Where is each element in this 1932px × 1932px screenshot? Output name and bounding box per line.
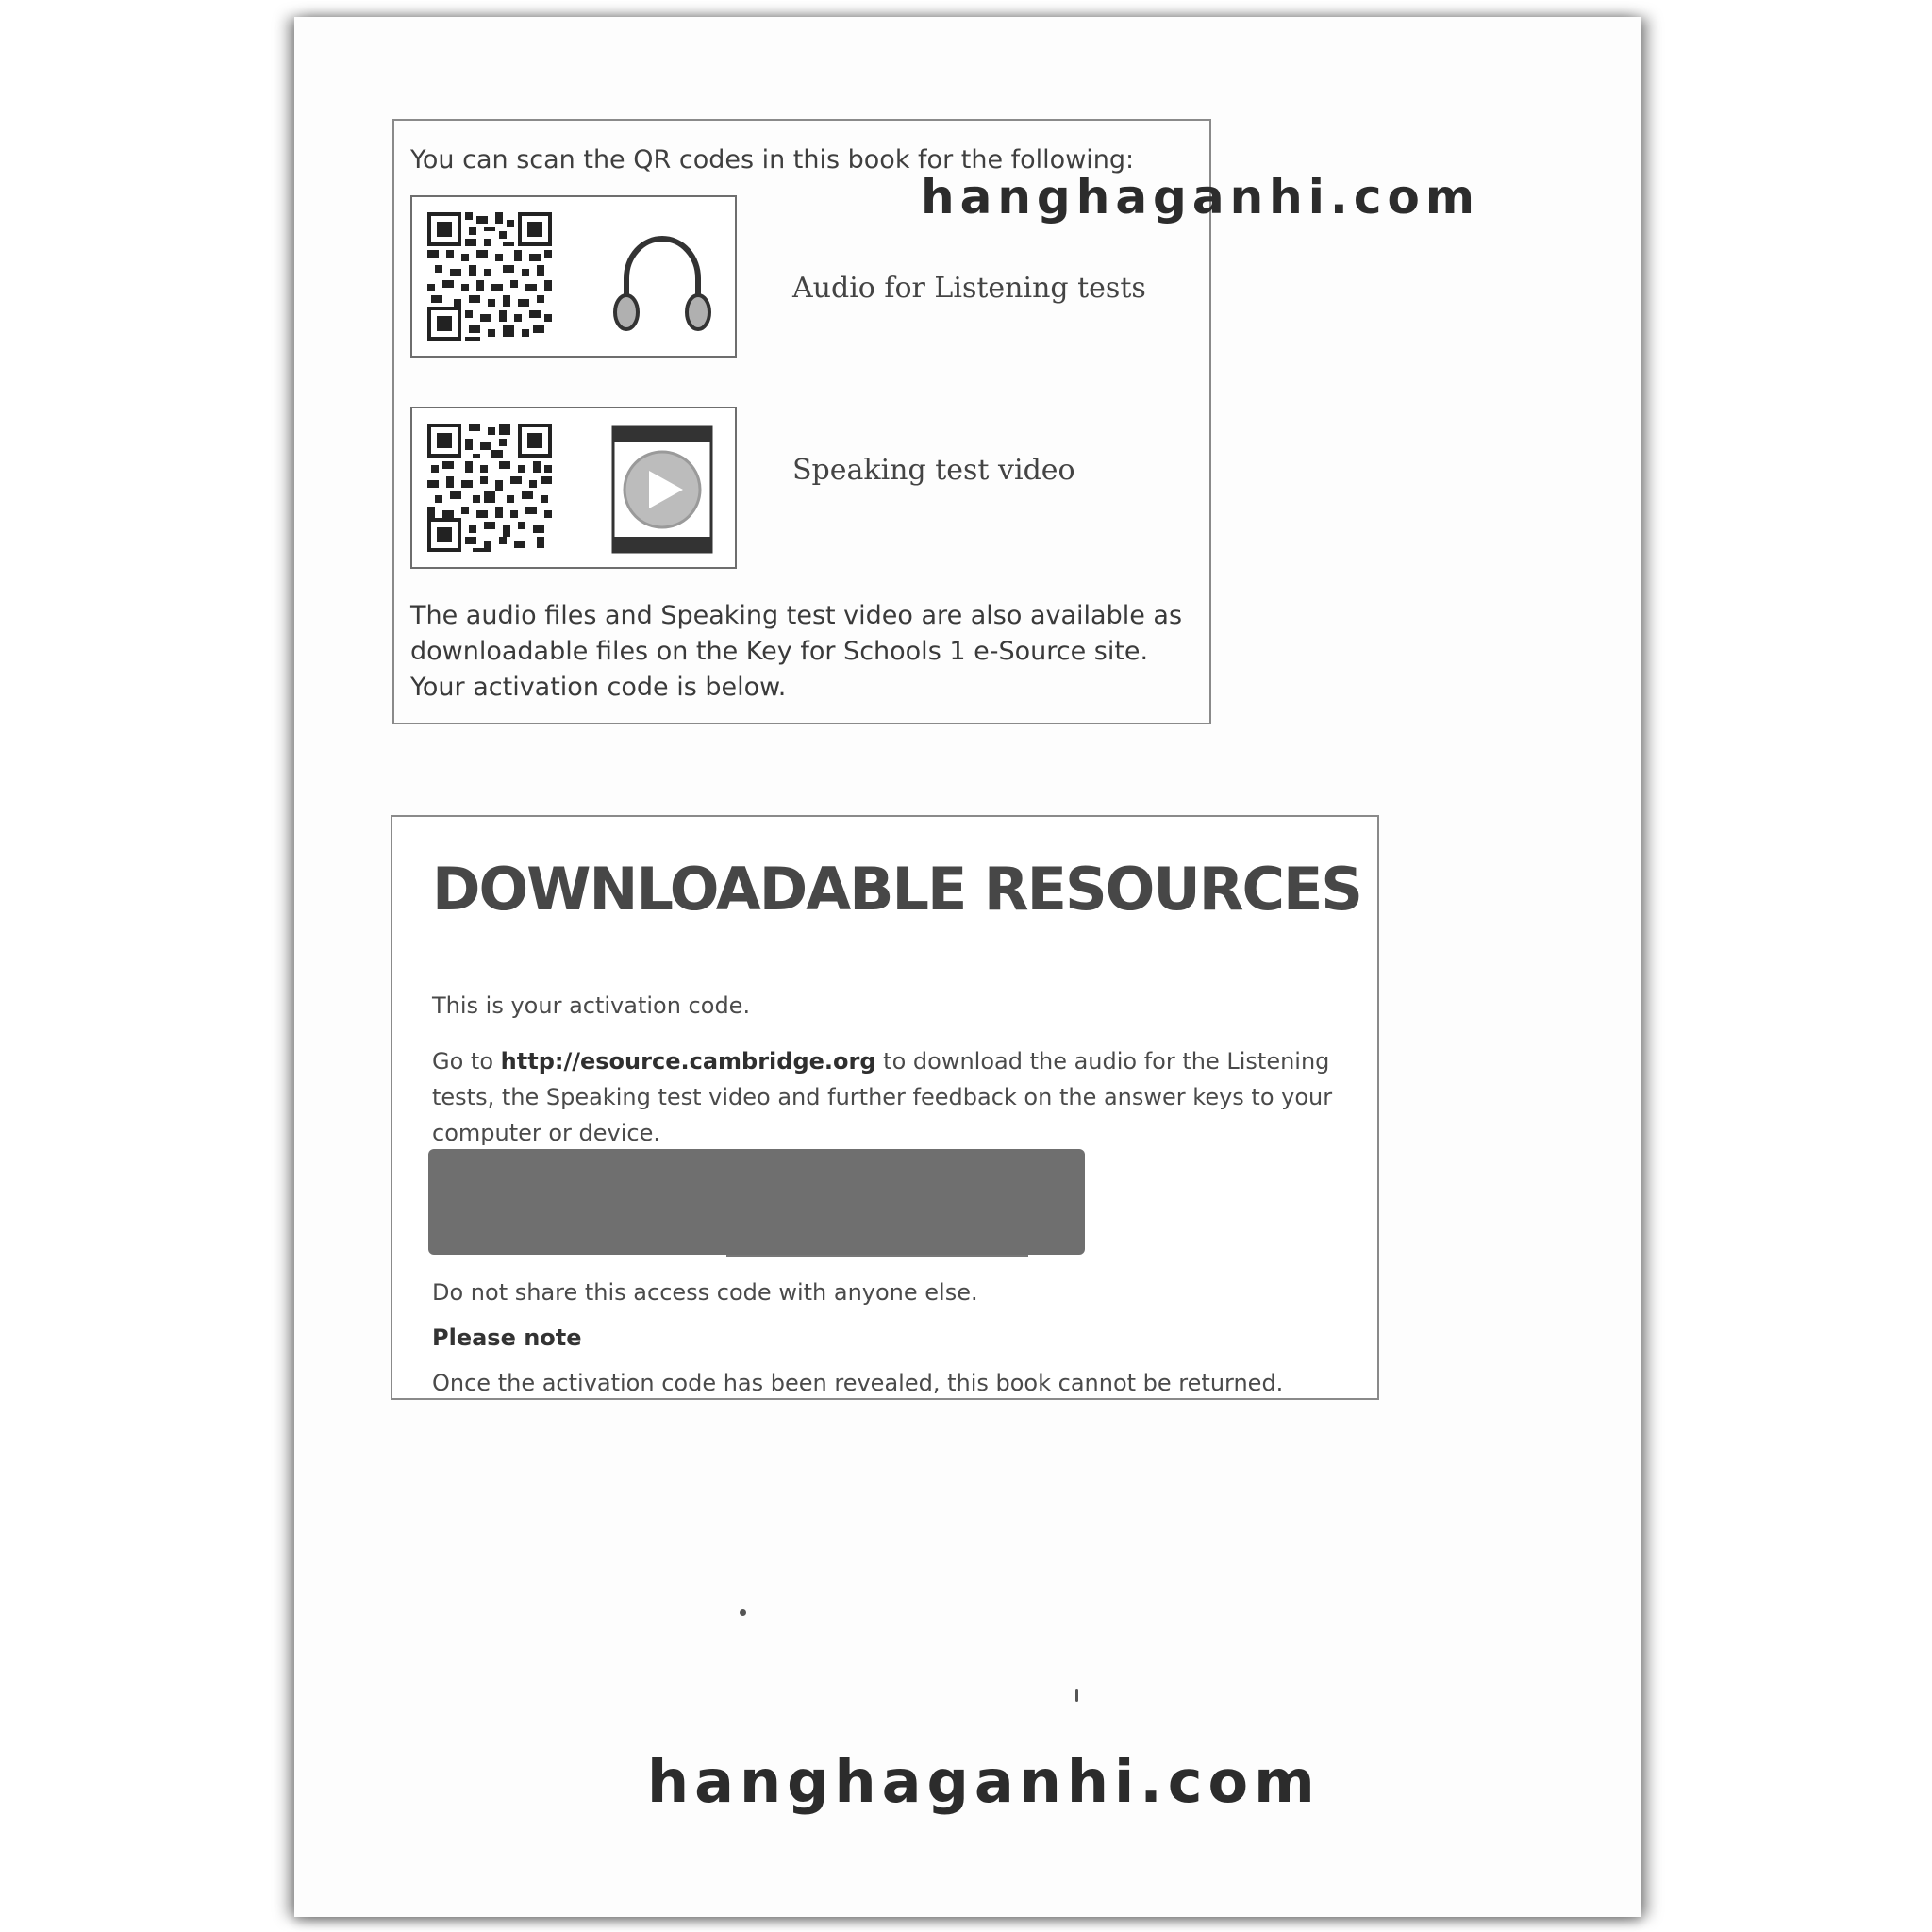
watermark-top: hanghaganhi.com	[921, 170, 1481, 225]
downloadable-resources-panel	[391, 815, 1379, 1400]
return-policy-note: Once the activation code has been revealed, this book cannot be returned.	[432, 1370, 1284, 1396]
please-note-heading: Please note	[432, 1324, 582, 1351]
go-to-suffix: to download the audio for the Listening tests, the Speaking test video and further feedback on the answer keys to your computer or device.	[432, 1048, 1333, 1146]
video-label: Speaking test video	[792, 454, 1075, 487]
qr-footer-text: The audio files and Speaking test video are also available as downloadable files on the Key for Schools 1 e-Source site. Your activation code is below.	[410, 601, 1183, 702]
qr-intro-text: You can scan the QR codes in this book for the following:	[410, 145, 1135, 175]
video-qr-code-icon[interactable]	[427, 424, 552, 552]
paper-speck	[740, 1609, 746, 1616]
esource-link[interactable]: http://esource.cambridge.org	[500, 1048, 876, 1074]
watermark-bottom: hanghaganhi.com	[647, 1747, 1321, 1816]
download-instructions	[432, 1043, 1338, 1151]
video-play-icon	[606, 424, 719, 556]
headphones-icon	[606, 212, 719, 344]
audio-qr-card	[410, 195, 737, 358]
activation-code-intro: This is your activation code.	[432, 992, 751, 1019]
paper-speck	[1075, 1689, 1078, 1702]
audio-qr-code-icon[interactable]	[427, 212, 552, 341]
resources-title: DOWNLOADABLE RESOURCES	[432, 855, 1361, 924]
go-to-prefix: Go to	[432, 1048, 494, 1074]
code-underline	[726, 1255, 1028, 1257]
scratch-off-activation-code[interactable]	[428, 1149, 1085, 1255]
share-warning: Do not share this access code with anyone else.	[432, 1279, 978, 1306]
book-page	[294, 17, 1641, 1917]
video-qr-card	[410, 407, 737, 569]
audio-label: Audio for Listening tests	[792, 272, 1146, 305]
